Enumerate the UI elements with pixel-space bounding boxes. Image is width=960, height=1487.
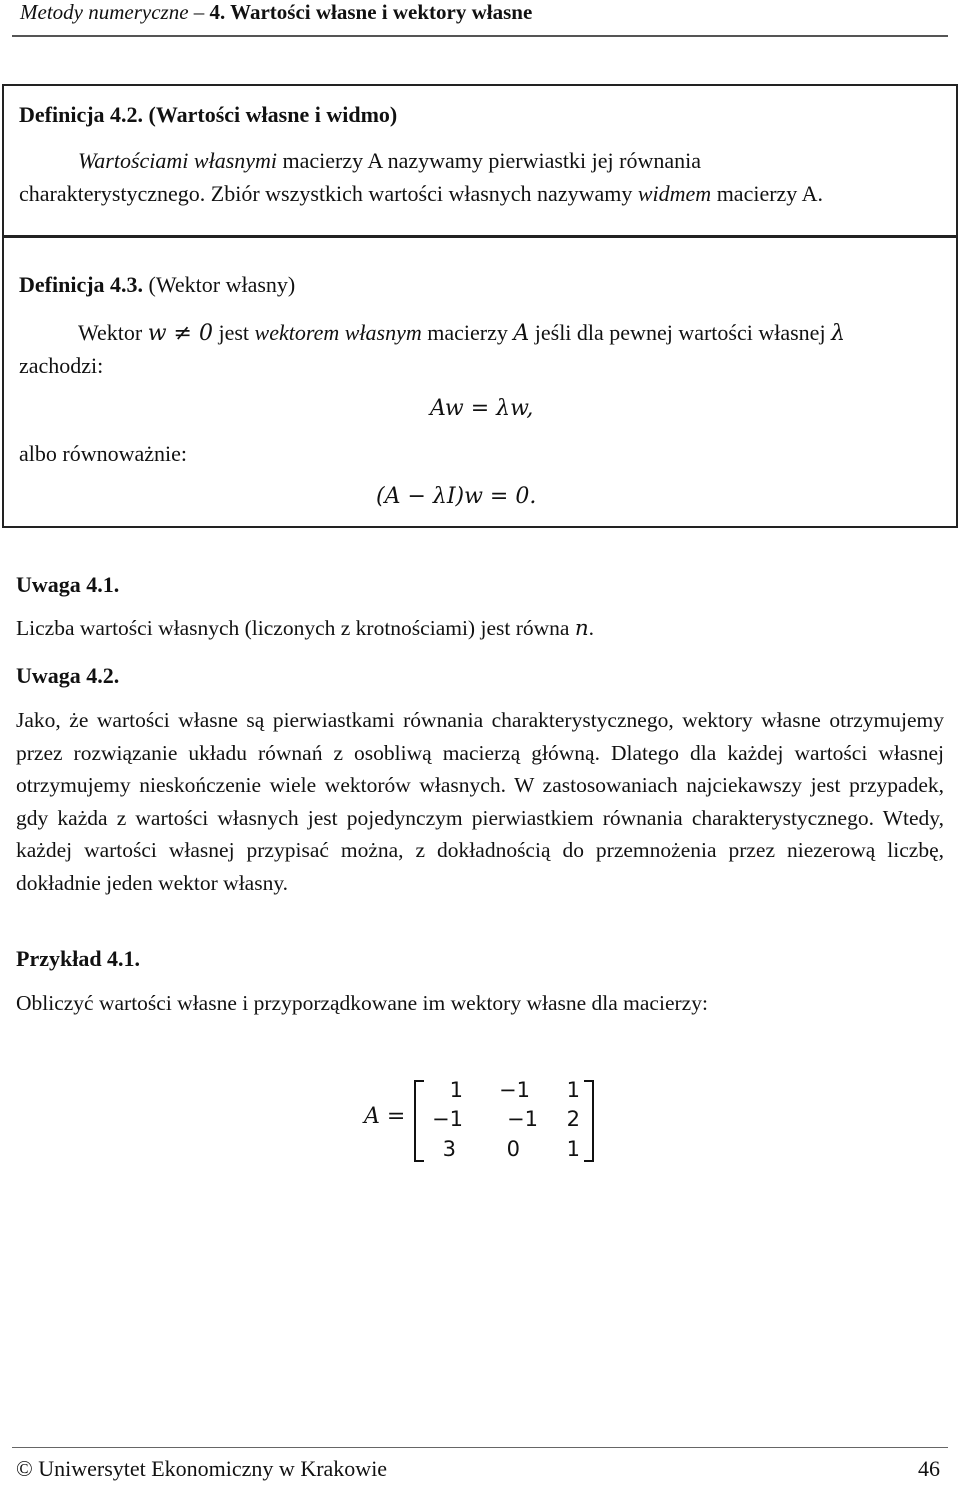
math-w-neq-0: w ≠ 0 bbox=[147, 321, 213, 346]
matrix-right-bracket bbox=[584, 1080, 594, 1162]
matrix-cell: 1 bbox=[566, 1078, 580, 1102]
matrix-cell: 3 bbox=[442, 1137, 456, 1161]
definition-4-3-box bbox=[2, 236, 958, 528]
definition-4-3-title: Definicja 4.3. (Wektor własny) bbox=[19, 272, 296, 297]
example-4-1-title: Przykład 4.1. bbox=[16, 946, 141, 971]
matrix-cell: 0 bbox=[506, 1137, 520, 1161]
matrix-cell: 1 bbox=[449, 1078, 463, 1102]
equation-a-minus-lambda-i: (A − λI)w = 0. bbox=[376, 484, 537, 509]
matrix-cell: −1 bbox=[499, 1078, 530, 1102]
matrix-cell: 2 bbox=[566, 1107, 580, 1131]
definition-4-2-title: Definicja 4.2. (Wartości własne i widmo) bbox=[19, 102, 398, 127]
matrix-label: A = bbox=[364, 1104, 406, 1129]
remark-4-2-title: Uwaga 4.2. bbox=[16, 663, 120, 688]
matrix-cell: −1 bbox=[507, 1107, 538, 1131]
matrix-cell: −1 bbox=[432, 1107, 463, 1131]
definition-4-3-line2: zachodzi: bbox=[19, 353, 104, 378]
running-header bbox=[20, 0, 532, 25]
remark-4-2-paragraph: Jako, że wartości własne są pierwiastkami równania charakterystycznego, wektory własne otrzymujemy przez rozwiązanie układu równań z osobliwą macierzą główną. Dlatego dla każdej wartości własnej otrzymujemy nieskończenie wiele wektorów własnych. W zastosowaniach najciekawszy jest przypadek, gdy każda z wartości własnych jest pojedynczym pierwiastkiem równania charakterystycznego. Wtedy, każdej wartości własnej przypisać można, z dokładnością do przemnożenia przez niezerową liczbę, dokładnie jeden wektor własny. bbox=[16, 708, 944, 895]
definition-4-3-line3: albo równoważnie: bbox=[19, 441, 187, 466]
remark-4-1-title: Uwaga 4.1. bbox=[16, 572, 120, 597]
definition-4-2-box bbox=[2, 84, 958, 237]
definition-4-2-line1: Wartościami własnymi macierzy A nazywamy pierwiastki jej równania bbox=[78, 148, 701, 173]
page-number: 46 bbox=[918, 1456, 940, 1481]
definition-4-2-line2: charakterystycznego. Zbiór wszystkich wartości własnych nazywamy widmem macierzy A. bbox=[19, 181, 823, 206]
footer-copyright: © Uniwersytet Ekonomiczny w Krakowie bbox=[16, 1456, 388, 1481]
course-title: Metody numeryczne bbox=[20, 0, 189, 24]
chapter-title: 4. Wartości własne i wektory własne bbox=[209, 0, 533, 24]
matrix-cell: 1 bbox=[566, 1137, 580, 1161]
remark-4-1-text: Liczba wartości własnych (liczonych z krotnościami) jest równa n. bbox=[16, 616, 595, 641]
definition-4-3-line1: Wektor w ≠ 0 jest wektorem własnym macierzy A jeśli dla pewnej wartości własnej λ bbox=[78, 320, 846, 346]
header-dash: – bbox=[193, 0, 205, 24]
equation-aw-lambda-w: Aw = λw, bbox=[430, 396, 534, 421]
example-4-1-text: Obliczyć wartości własne i przyporządkowane im wektory własne dla macierzy: bbox=[16, 991, 708, 1015]
footer-rule bbox=[12, 1447, 948, 1448]
header-rule bbox=[12, 35, 948, 37]
